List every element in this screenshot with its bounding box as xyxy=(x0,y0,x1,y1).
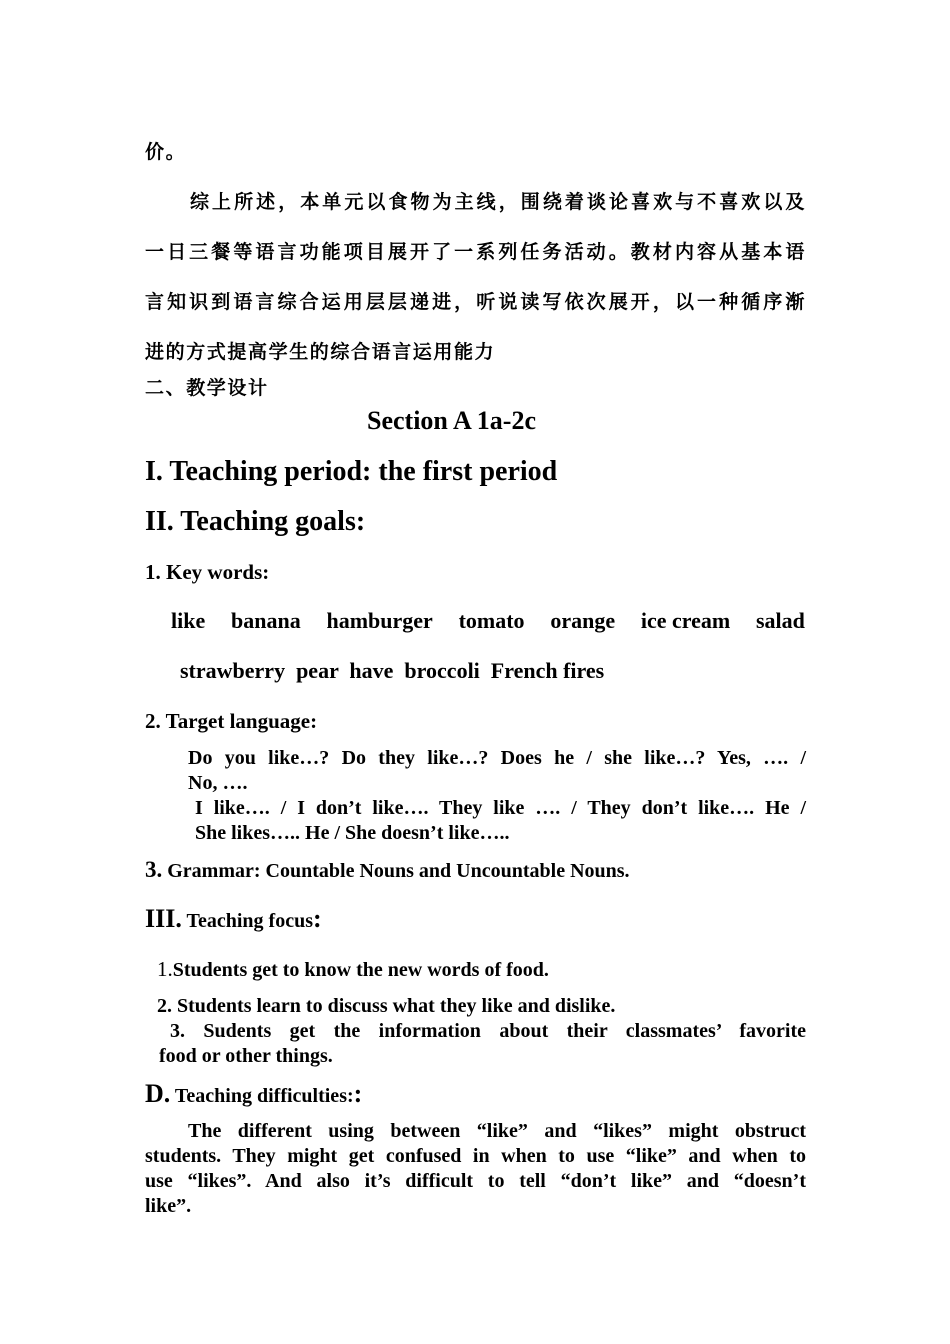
target-language-line-2: No, …. xyxy=(188,772,248,794)
key-word: banana xyxy=(231,608,301,633)
grammar-number: 3. xyxy=(145,857,163,882)
focus-number: III. xyxy=(145,904,182,933)
intro-paragraph-line-1: 综上所述，本单元以食物为主线，围绕着谈论喜欢与不喜欢以及 xyxy=(190,191,806,213)
difficulties-label: Teaching difficulties: xyxy=(170,1085,354,1107)
difficulties-number: D. xyxy=(145,1079,171,1108)
focus-colon: : xyxy=(313,904,322,933)
difficulties-line-2: students. They might get confused in when to use “like” and when to xyxy=(145,1145,806,1167)
intro-line-end: 价。 xyxy=(145,141,187,163)
difficulties-line-4: like”. xyxy=(145,1195,192,1217)
grammar-text: Grammar: Countable Nouns and Uncountable Nouns. xyxy=(162,860,630,882)
intro-paragraph-line-3: 言知识到语言综合运用层层递进，听说读写依次展开，以一种循序渐 xyxy=(145,291,806,313)
target-language-label: 2. Target language: xyxy=(145,709,318,733)
target-language-line-3: I like…. / I don’t like…. They like …. / They don’t like…. He / xyxy=(195,797,806,819)
focus-item-1-number: 1. xyxy=(157,957,173,981)
focus-item-2: 2. Students learn to discuss what they like and dislike. xyxy=(157,995,616,1017)
intro-paragraph-line-4: 进的方式提高学生的综合语言运用能力 xyxy=(145,341,496,363)
key-word: orange xyxy=(550,608,616,633)
target-language-line-4: She likes….. He / She doesn’t like….. xyxy=(195,822,510,844)
teaching-focus-heading xyxy=(145,904,322,934)
intro-paragraph-line-2: 一日三餐等语言功能项目展开了一系列任务活动。教材内容从基本语 xyxy=(145,241,806,263)
key-words-label: 1. Key words: xyxy=(145,560,270,584)
key-words-row-1 xyxy=(171,608,805,634)
key-word: like xyxy=(171,608,206,633)
key-word: ice cream xyxy=(640,608,731,633)
key-word: salad xyxy=(756,608,805,633)
key-word: hamburger xyxy=(326,608,433,633)
section-title: Section A 1a-2c xyxy=(367,406,536,435)
focus-item-1-text: Students get to know the new words of food. xyxy=(172,959,549,981)
teaching-difficulties-heading xyxy=(145,1079,362,1109)
focus-label: Teaching focus xyxy=(181,910,314,932)
teaching-goals-heading: II. Teaching goals: xyxy=(145,506,366,537)
target-language-line-1: Do you like…? Do they like…? Does he / she like…? Yes, …. / xyxy=(188,747,806,769)
key-words-row-2: strawberry pear have broccoli French fires xyxy=(180,658,605,683)
difficulties-line-3: use “likes”. And also it’s difficult to tell “don’t like” and “doesn’t xyxy=(145,1170,806,1192)
focus-item-1 xyxy=(157,957,549,982)
focus-item-3-line-2: food or other things. xyxy=(159,1045,333,1067)
teaching-design-heading: 二、教学设计 xyxy=(145,377,269,399)
difficulties-colon: : xyxy=(353,1079,363,1108)
difficulties-line-1: The different using between “like” and “likes” might obstruct xyxy=(188,1120,806,1142)
key-word: tomato xyxy=(458,608,525,633)
teaching-period-heading: I. Teaching period: the first period xyxy=(145,456,558,487)
focus-item-3-line-1: 3. Sudents get the information about their classmates’ favorite xyxy=(170,1020,806,1042)
grammar-line xyxy=(145,857,630,883)
